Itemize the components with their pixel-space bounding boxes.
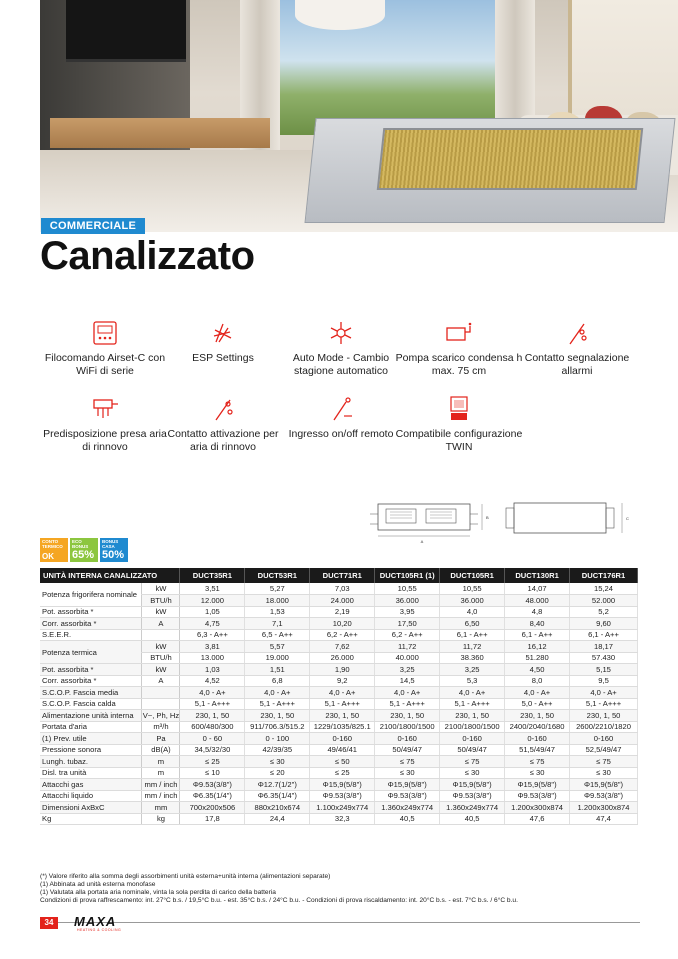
row-label: Corr. assorbita * <box>40 618 142 630</box>
table-cell: 2100/1800/1500 <box>375 721 440 733</box>
row-label: Corr. assorbita * <box>40 675 142 687</box>
row-unit: dB(A) <box>142 744 180 756</box>
table-cell: Φ9.53(3/8") <box>440 790 505 802</box>
row-unit <box>142 698 180 710</box>
feature-label: Ingresso on/off remoto <box>288 428 394 440</box>
row-label: S.E.E.R. <box>40 629 142 641</box>
hero-tv <box>66 0 186 62</box>
table-cell: 4,0 - A+ <box>180 687 245 699</box>
brand-tagline: HEATING & COOLING <box>77 928 122 932</box>
remote-controller-icon <box>88 318 122 348</box>
fresh-air-contact-icon <box>206 394 240 424</box>
table-cell: 230, 1, 50 <box>375 710 440 722</box>
row-label: (1) Prev. utile <box>40 733 142 745</box>
table-header-row <box>40 568 638 583</box>
page-title: Canalizzato <box>40 234 255 278</box>
table-cell: 9,2 <box>310 675 375 687</box>
table-cell: 4,0 - A+ <box>375 687 440 699</box>
table-cell: 2400/2040/1680 <box>505 721 570 733</box>
energy-badges <box>40 538 128 562</box>
table-row <box>40 779 638 791</box>
dimension-label-c: C <box>626 516 629 521</box>
row-label: Attacchi liquido <box>40 790 142 802</box>
feature-label: Contatto segnalazione allarmi <box>524 352 630 377</box>
table-cell: 40,5 <box>375 813 440 825</box>
row-label: S.C.O.P. Fascia calda <box>40 698 142 710</box>
page-number: 34 <box>40 917 58 929</box>
row-label: Portata d'aria <box>40 721 142 733</box>
table-row <box>40 721 638 733</box>
table-cell: Φ6.35(1/4") <box>245 790 310 802</box>
conto-termico-badge: CONTO TERMICO OK <box>40 538 68 562</box>
footnote: (1) Valutata alla portata aria nominale, vinta la sola perdita di carico della batteria <box>40 889 276 896</box>
row-unit: kW <box>142 641 180 653</box>
table-cell: 17,8 <box>180 813 245 825</box>
hero-shelf <box>50 118 270 148</box>
table-cell: Φ9.53(3/8") <box>375 790 440 802</box>
alarm-contact-icon <box>560 318 594 348</box>
table-cell: 12.000 <box>180 595 245 607</box>
table-header-cell: DUCT71R1 <box>310 568 375 583</box>
footnote: (*) Valore riferito alla somma degli assorbimenti unità esterna+unità interna (alimentazioni separate) <box>40 873 331 880</box>
table-cell: ≤ 30 <box>505 767 570 779</box>
table-cell: 48.000 <box>505 595 570 607</box>
row-label: Lungh. tubaz. <box>40 756 142 768</box>
table-row <box>40 733 638 745</box>
table-cell: 18,17 <box>570 641 638 653</box>
ecobonus-badge: ECO BONUS 65% <box>70 538 98 562</box>
feature-label: ESP Settings <box>192 352 254 364</box>
table-cell: 6,2 - A++ <box>375 629 440 641</box>
row-label: Alimentazione unità interna <box>40 710 142 722</box>
row-unit: kg <box>142 813 180 825</box>
feature-label: Contatto attivazione per aria di rinnovo <box>167 428 279 453</box>
table-cell: ≤ 30 <box>245 756 310 768</box>
table-cell: 4,0 - A+ <box>505 687 570 699</box>
table-cell: 1.360x249x774 <box>375 802 440 814</box>
table-cell: 1229/1035/825.1 <box>310 721 375 733</box>
table-cell: 8,40 <box>505 618 570 630</box>
table-cell: 1,90 <box>310 664 375 676</box>
row-label: Dimensioni AxBxC <box>40 802 142 814</box>
on-off-switch-icon <box>324 394 358 424</box>
table-cell: 0-160 <box>375 733 440 745</box>
table-cell: 230, 1, 50 <box>505 710 570 722</box>
table-cell: 230, 1, 50 <box>440 710 505 722</box>
table-cell: Φ15,9(5/8") <box>570 779 638 791</box>
table-row <box>40 618 638 630</box>
row-unit: BTU/h <box>142 595 180 607</box>
table-cell: 700x200x506 <box>180 802 245 814</box>
feature-item <box>512 318 642 378</box>
table-cell: Φ15,9(5/8") <box>310 779 375 791</box>
row-unit: m <box>142 767 180 779</box>
table-cell: 230, 1, 50 <box>310 710 375 722</box>
row-label: Potenza frigorifera nominale <box>40 583 142 606</box>
table-cell: 14,07 <box>505 583 570 595</box>
table-cell: 7,1 <box>245 618 310 630</box>
table-row <box>40 583 638 595</box>
feature-item <box>276 394 406 441</box>
table-cell: Φ9.53(3/8") <box>505 790 570 802</box>
table-cell: 17,50 <box>375 618 440 630</box>
table-cell: 0-160 <box>440 733 505 745</box>
table-cell: 3,51 <box>180 583 245 595</box>
table-cell: 10,55 <box>375 583 440 595</box>
table-header-cell: UNITÀ INTERNA CANALIZZATO <box>40 568 180 583</box>
table-cell: 2600/2210/1820 <box>570 721 638 733</box>
row-unit: BTU/h <box>142 652 180 664</box>
table-cell: ≤ 75 <box>505 756 570 768</box>
table-cell: 47,4 <box>570 813 638 825</box>
table-row <box>40 710 638 722</box>
row-unit: kW <box>142 583 180 595</box>
table-cell: 5,1 - A+++ <box>375 698 440 710</box>
table-cell: Φ15,9(5/8") <box>375 779 440 791</box>
table-cell: 5,1 - A+++ <box>180 698 245 710</box>
table-cell: ≤ 30 <box>570 767 638 779</box>
table-row <box>40 606 638 618</box>
table-header-cell: DUCT105R1 <box>440 568 505 583</box>
row-label: Potenza termica <box>40 641 142 664</box>
feature-item <box>394 318 524 378</box>
table-cell: 8,0 <box>505 675 570 687</box>
table-row <box>40 698 638 710</box>
table-cell: 32,3 <box>310 813 375 825</box>
row-unit: mm / inch <box>142 779 180 791</box>
footnote: Condizioni di prova raffrescamento: int. 27°C b.s. / 19,5°C b.u. - est. 35°C b.s. / 24°C b.u. - Condizioni di prova riscaldamento: int. 20°C b.s. - est. 7°C b.s. / 6°C b.u. <box>40 897 518 904</box>
table-cell: 11,72 <box>440 641 505 653</box>
table-row <box>40 687 638 699</box>
table-cell: 42/39/35 <box>245 744 310 756</box>
table-cell: 4,0 - A+ <box>570 687 638 699</box>
table-cell: 40.000 <box>375 652 440 664</box>
table-cell: 4,0 - A+ <box>310 687 375 699</box>
table-cell: 6,3 - A++ <box>180 629 245 641</box>
table-cell: 0-160 <box>570 733 638 745</box>
table-cell: 9,5 <box>570 675 638 687</box>
table-cell: 1.200x300x874 <box>570 802 638 814</box>
row-label: S.C.O.P. Fascia media <box>40 687 142 699</box>
ducted-unit-image <box>310 118 678 230</box>
table-cell: 24.000 <box>310 595 375 607</box>
table-cell: ≤ 30 <box>375 767 440 779</box>
table-cell: 6,2 - A++ <box>310 629 375 641</box>
table-cell: 16,12 <box>505 641 570 653</box>
table-cell: 50/49/47 <box>440 744 505 756</box>
row-label: Pot. assorbita * <box>40 606 142 618</box>
table-cell: 15,24 <box>570 583 638 595</box>
table-cell: 5,27 <box>245 583 310 595</box>
table-cell: 5,15 <box>570 664 638 676</box>
esp-settings-icon <box>206 318 240 348</box>
row-unit: mm / inch <box>142 790 180 802</box>
dimension-drawings <box>370 498 640 548</box>
table-cell: 4,8 <box>505 606 570 618</box>
table-cell: 230, 1, 50 <box>180 710 245 722</box>
table-row <box>40 641 638 653</box>
row-label: Disl. tra unità <box>40 767 142 779</box>
table-cell: 5,1 - A+++ <box>245 698 310 710</box>
table-cell: 5,1 - A+++ <box>570 698 638 710</box>
table-cell: 1,53 <box>245 606 310 618</box>
bonus-casa-badge: BONUS CASA 50% <box>100 538 128 562</box>
table-cell: Φ6.35(1/4") <box>180 790 245 802</box>
table-cell: 4,0 - A+ <box>245 687 310 699</box>
table-cell: 14,5 <box>375 675 440 687</box>
row-label: Kg <box>40 813 142 825</box>
dimension-label-a: A <box>420 539 424 544</box>
table-cell: 4,0 <box>440 606 505 618</box>
row-label: Pot. assorbita * <box>40 664 142 676</box>
footnotes <box>40 873 640 905</box>
table-cell: 5,3 <box>440 675 505 687</box>
row-unit: mm <box>142 802 180 814</box>
feature-item <box>158 318 288 365</box>
row-unit: kW <box>142 606 180 618</box>
table-row <box>40 802 638 814</box>
table-cell: 5,1 - A+++ <box>440 698 505 710</box>
table-cell: 18.000 <box>245 595 310 607</box>
table-cell: Φ15,9(5/8") <box>505 779 570 791</box>
category-badge: COMMERCIALE <box>41 218 145 234</box>
drain-pump-icon <box>442 318 476 348</box>
table-cell: 6,1 - A++ <box>505 629 570 641</box>
table-cell: 1.100x249x774 <box>310 802 375 814</box>
table-header-cell: DUCT53R1 <box>245 568 310 583</box>
specifications-table <box>40 568 638 825</box>
table-cell: Φ9.53(3/8") <box>180 779 245 791</box>
table-cell: 11,72 <box>375 641 440 653</box>
table-cell: 1,03 <box>180 664 245 676</box>
dimension-label-b: B <box>486 515 489 520</box>
feature-label: Compatibile configurazione TWIN <box>395 428 523 453</box>
table-cell: 4,75 <box>180 618 245 630</box>
table-header-cell: DUCT130R1 <box>505 568 570 583</box>
table-cell: ≤ 25 <box>310 767 375 779</box>
table-cell: Φ15,9(5/8") <box>440 779 505 791</box>
table-cell: Φ12.7(1/2") <box>245 779 310 791</box>
table-cell: 6,8 <box>245 675 310 687</box>
table-cell: 1,05 <box>180 606 245 618</box>
table-cell: 6,1 - A++ <box>440 629 505 641</box>
table-cell: 6,5 - A++ <box>245 629 310 641</box>
table-cell: 5,1 - A+++ <box>310 698 375 710</box>
row-unit: kW <box>142 664 180 676</box>
table-cell: 52,5/49/47 <box>570 744 638 756</box>
table-cell: 4,50 <box>505 664 570 676</box>
table-cell: 7,03 <box>310 583 375 595</box>
table-cell: 2100/1800/1500 <box>440 721 505 733</box>
table-cell: 230, 1, 50 <box>570 710 638 722</box>
table-cell: Φ9.53(3/8") <box>570 790 638 802</box>
row-label: Attacchi gas <box>40 779 142 791</box>
table-cell: 5,2 <box>570 606 638 618</box>
row-unit: A <box>142 675 180 687</box>
footer-divider <box>40 922 640 923</box>
feature-label: Filocomando Airset-C con WiFi di serie <box>44 352 166 377</box>
table-cell: 51.280 <box>505 652 570 664</box>
table-cell: 2,19 <box>310 606 375 618</box>
table-cell: ≤ 50 <box>310 756 375 768</box>
side-view-drawing <box>506 503 622 533</box>
table-cell: 13.000 <box>180 652 245 664</box>
snowflake-sun-icon <box>324 318 358 348</box>
table-cell: 1,51 <box>245 664 310 676</box>
row-unit: m <box>142 756 180 768</box>
footnote: (1) Abbinata ad unità esterna monofase <box>40 881 156 888</box>
table-cell: 50/49/47 <box>375 744 440 756</box>
feature-item <box>394 394 524 454</box>
table-cell: 1.200x300x874 <box>505 802 570 814</box>
hero-image <box>40 0 678 232</box>
table-row <box>40 767 638 779</box>
table-cell: 6,1 - A++ <box>570 629 638 641</box>
table-cell: 9,60 <box>570 618 638 630</box>
table-cell: ≤ 25 <box>180 756 245 768</box>
table-cell: 24,4 <box>245 813 310 825</box>
table-cell: 880x210x674 <box>245 802 310 814</box>
table-cell: 911/706.3/515.2 <box>245 721 310 733</box>
table-cell: ≤ 75 <box>570 756 638 768</box>
table-cell: 26.000 <box>310 652 375 664</box>
front-view-drawing <box>370 504 482 536</box>
table-cell: 4,52 <box>180 675 245 687</box>
table-cell: 0 - 60 <box>180 733 245 745</box>
table-header-cell: DUCT35R1 <box>180 568 245 583</box>
table-cell: 3,25 <box>375 664 440 676</box>
table-cell: 10,55 <box>440 583 505 595</box>
table-cell: 57.430 <box>570 652 638 664</box>
table-cell: 3,95 <box>375 606 440 618</box>
feature-label: Predisposizione presa aria di rinnovo <box>43 428 167 453</box>
table-cell: 0-160 <box>310 733 375 745</box>
row-unit: m³/h <box>142 721 180 733</box>
table-row <box>40 790 638 802</box>
feature-label: Auto Mode - Cambio stagione automatico <box>292 352 390 377</box>
brand-logo: MAXA <box>74 914 117 929</box>
table-cell: 19.000 <box>245 652 310 664</box>
table-cell: ≤ 20 <box>245 767 310 779</box>
twin-icon <box>442 394 476 424</box>
table-cell: 4,0 - A+ <box>440 687 505 699</box>
table-cell: 5,0 - A++ <box>505 698 570 710</box>
hero-umbrella <box>295 0 385 30</box>
table-row <box>40 675 638 687</box>
table-cell: 230, 1, 50 <box>245 710 310 722</box>
table-cell: 36.000 <box>440 595 505 607</box>
row-unit: Pa <box>142 733 180 745</box>
feature-item <box>276 318 406 378</box>
table-cell: 47,6 <box>505 813 570 825</box>
feature-item <box>40 394 170 454</box>
table-cell: ≤ 75 <box>440 756 505 768</box>
table-cell: Φ9.53(3/8") <box>310 790 375 802</box>
table-row <box>40 664 638 676</box>
table-cell: 1.360x249x774 <box>440 802 505 814</box>
row-unit: V~, Ph, Hz <box>142 710 180 720</box>
table-cell: ≤ 10 <box>180 767 245 779</box>
table-cell: 51,5/49/47 <box>505 744 570 756</box>
table-cell: 6,50 <box>440 618 505 630</box>
table-row <box>40 629 638 641</box>
table-row <box>40 756 638 768</box>
table-cell: 0 - 100 <box>245 733 310 745</box>
table-cell: 38.360 <box>440 652 505 664</box>
feature-label: Pompa scarico condensa h max. 75 cm <box>395 352 523 377</box>
table-body <box>40 583 638 825</box>
fresh-air-icon <box>88 394 122 424</box>
row-unit: A <box>142 618 180 630</box>
table-row <box>40 744 638 756</box>
feature-item <box>40 318 170 378</box>
table-cell: 3,25 <box>440 664 505 676</box>
table-cell: 0-160 <box>505 733 570 745</box>
table-cell: 3,81 <box>180 641 245 653</box>
table-cell: 7,62 <box>310 641 375 653</box>
table-cell: 52.000 <box>570 595 638 607</box>
table-cell: 49/46/41 <box>310 744 375 756</box>
table-cell: 36.000 <box>375 595 440 607</box>
table-cell: 34,5/32/30 <box>180 744 245 756</box>
table-cell: 10,20 <box>310 618 375 630</box>
table-cell: 5,57 <box>245 641 310 653</box>
table-header-cell: DUCT176R1 <box>570 568 638 583</box>
table-cell: ≤ 75 <box>375 756 440 768</box>
table-header-cell: DUCT105R1 (1) <box>375 568 440 583</box>
feature-item <box>158 394 288 454</box>
table-cell: 600/480/300 <box>180 721 245 733</box>
table-cell: ≤ 30 <box>440 767 505 779</box>
row-unit <box>142 687 180 699</box>
row-unit <box>142 629 180 641</box>
table-cell: 40,5 <box>440 813 505 825</box>
table-row <box>40 813 638 825</box>
row-label: Pressione sonora <box>40 744 142 756</box>
